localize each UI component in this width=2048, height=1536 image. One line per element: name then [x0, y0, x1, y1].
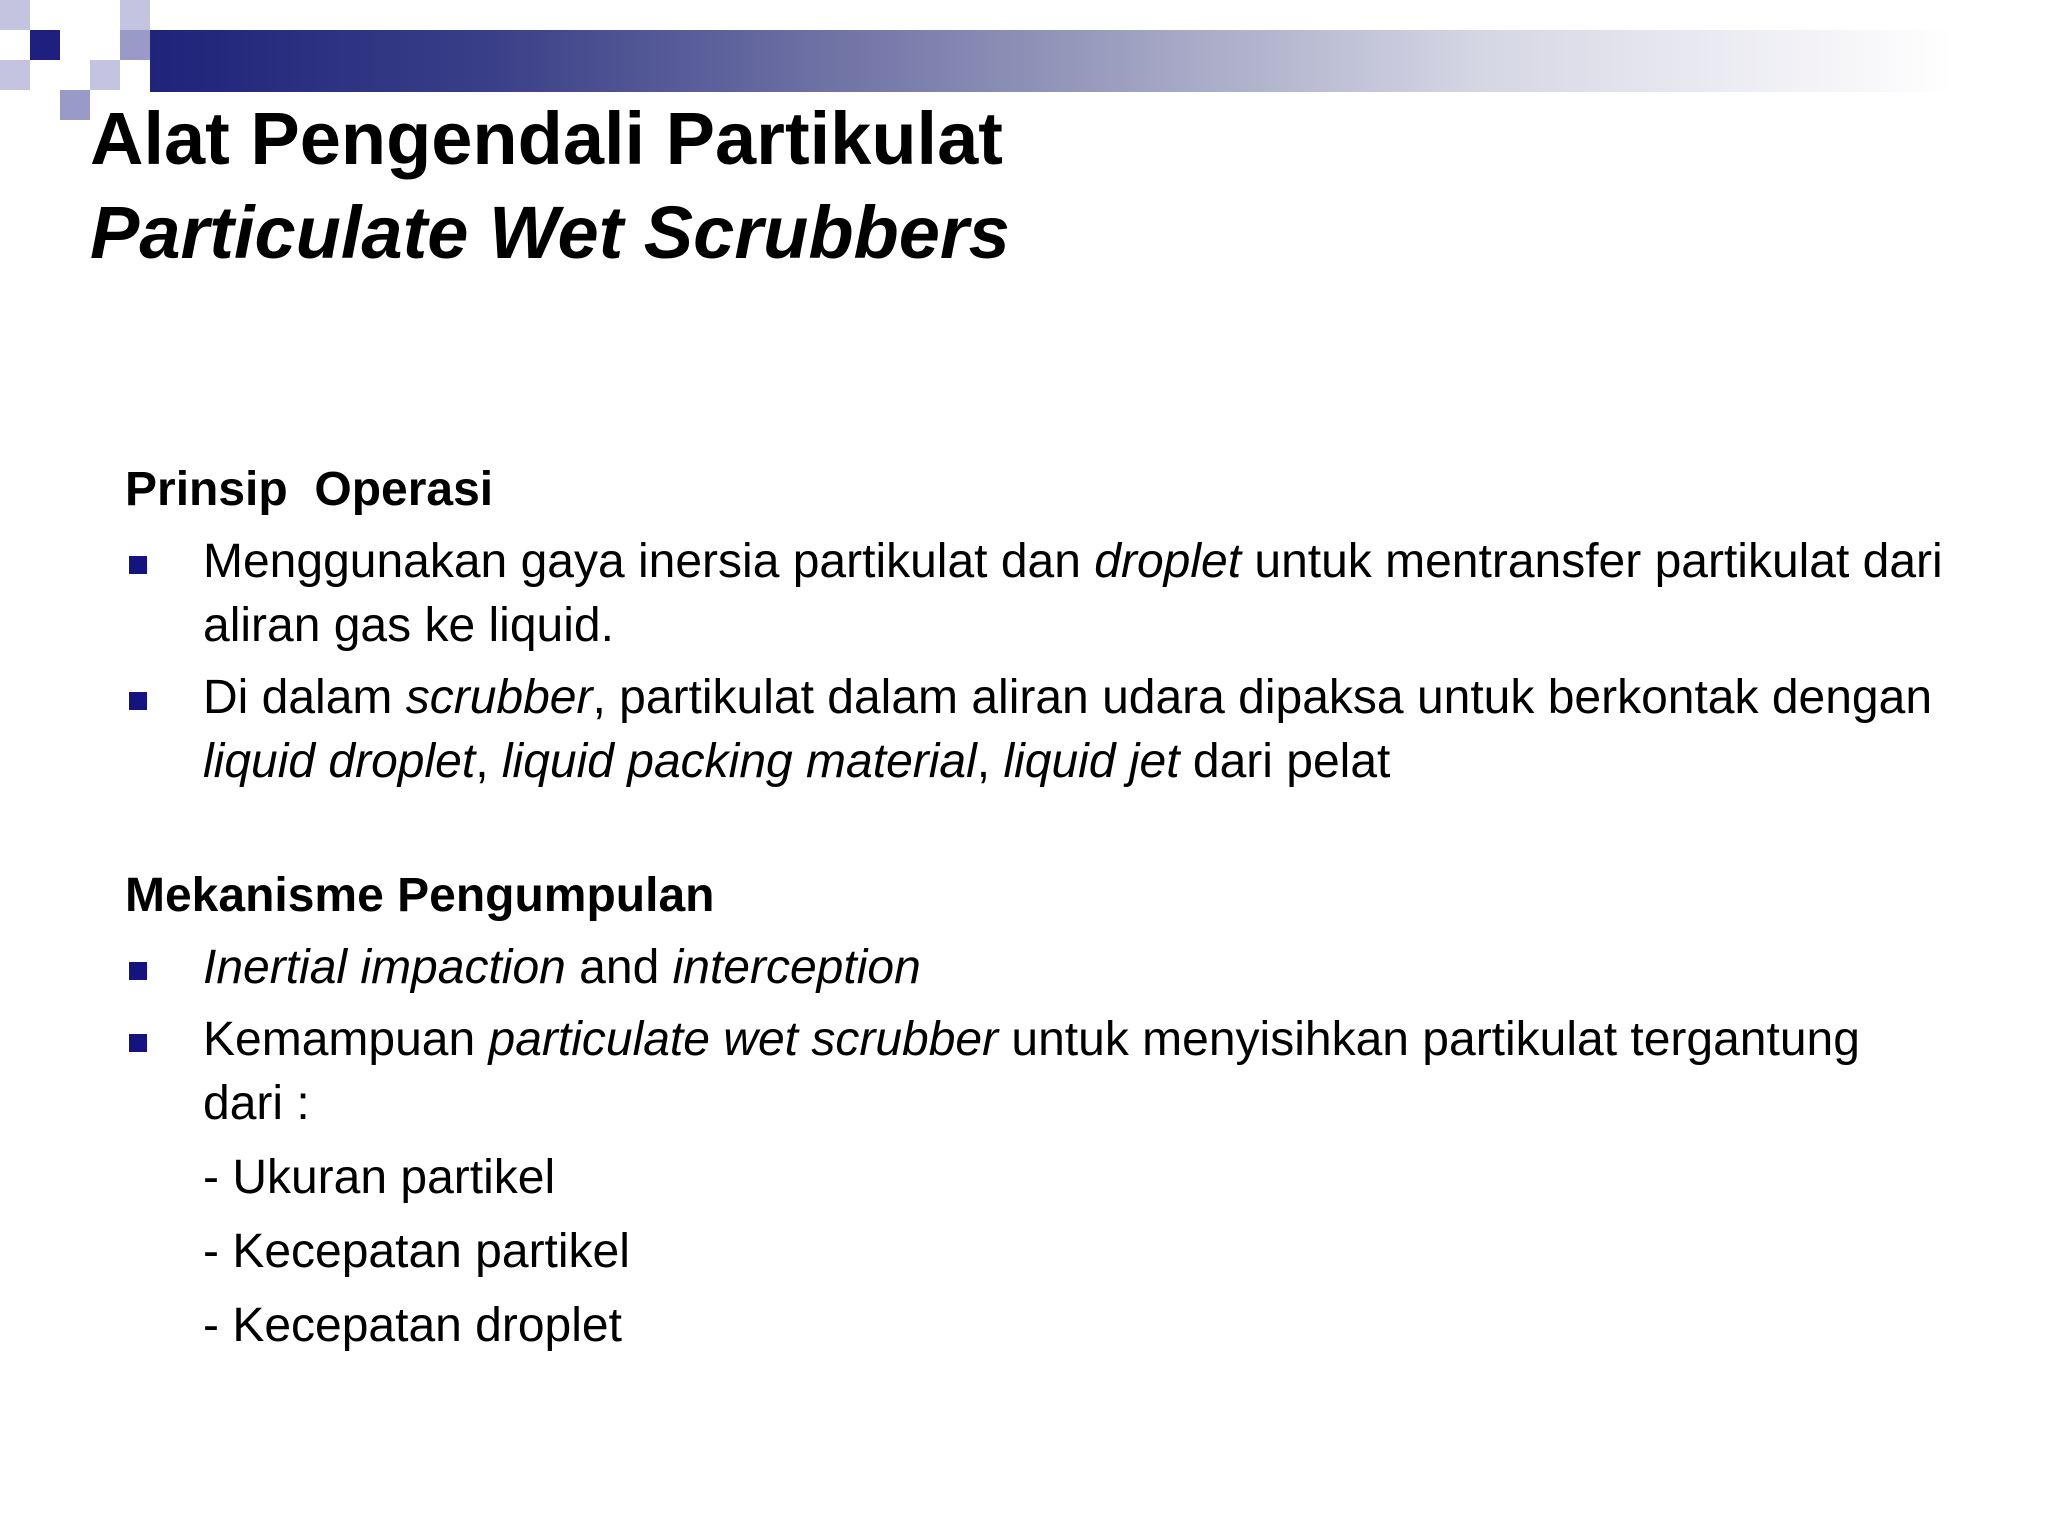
square-bullet-icon [129, 692, 147, 710]
square-bullet-icon [129, 556, 147, 574]
slide-title-line2: Particulate Wet Scrubbers [90, 191, 1010, 274]
bullet-text-italic: interception [672, 941, 921, 994]
bullet-text-italic: Inertial impaction [203, 941, 566, 994]
decor-square [120, 0, 150, 30]
header-gradient-band [150, 30, 2048, 92]
bullet-item [125, 1008, 1945, 1136]
slide-body [125, 458, 1945, 1358]
decor-square [30, 30, 60, 60]
decor-square [0, 0, 30, 30]
sub-item-kecepatan-droplet: - Kecepatan droplet [203, 1299, 622, 1352]
bullet-text: , [976, 735, 1004, 788]
section-heading-mekanisme: Mekanisme Pengumpulan [125, 869, 715, 922]
bullet-item [125, 666, 1945, 794]
sub-item-kecepatan-partikel: - Kecepatan partikel [203, 1225, 630, 1278]
bullet-text-italic: scrubber [405, 671, 593, 724]
square-bullet-icon [129, 962, 147, 980]
bullet-text: Di dalam [203, 671, 406, 724]
decor-square [90, 60, 120, 90]
section-spacer [125, 794, 1945, 864]
bullet-text-italic: particulate wet scrubber [488, 1013, 999, 1066]
bullet-text: , partikulat dalam aliran udara dipaksa untuk berkontak dengan [592, 671, 1933, 724]
bullet-text-italic: liquid jet [1003, 735, 1180, 788]
bullet-text: untuk menyisihkan partikulat tergantung dari : [203, 1013, 1860, 1130]
decor-square [60, 90, 90, 120]
square-bullet-icon [129, 1034, 147, 1052]
bullet-text: and [565, 941, 673, 994]
bullet-text: Kemampuan [203, 1013, 489, 1066]
section-heading-prinsip: Prinsip Operasi [125, 463, 494, 516]
bullet-text: untuk mentransfer partikulat dari aliran gas ke liquid. [203, 535, 1943, 652]
slide-title [90, 92, 1010, 280]
bullet-text: Menggunakan gaya inersia partikulat dan [203, 535, 1095, 588]
bullet-text: dari pelat [1179, 735, 1391, 788]
decor-square [120, 30, 150, 60]
bullet-text-italic: liquid packing material [501, 735, 977, 788]
bullet-text: , [475, 735, 502, 788]
slide-title-line1: Alat Pengendali Partikulat [90, 97, 1003, 180]
bullet-text-italic: liquid droplet [203, 735, 476, 788]
bullet-item [125, 530, 1945, 658]
sub-item-ukuran: - Ukuran partikel [203, 1151, 556, 1204]
bullet-text-italic: droplet [1094, 535, 1242, 588]
bullet-item [125, 936, 1945, 1000]
decor-square [0, 60, 30, 90]
